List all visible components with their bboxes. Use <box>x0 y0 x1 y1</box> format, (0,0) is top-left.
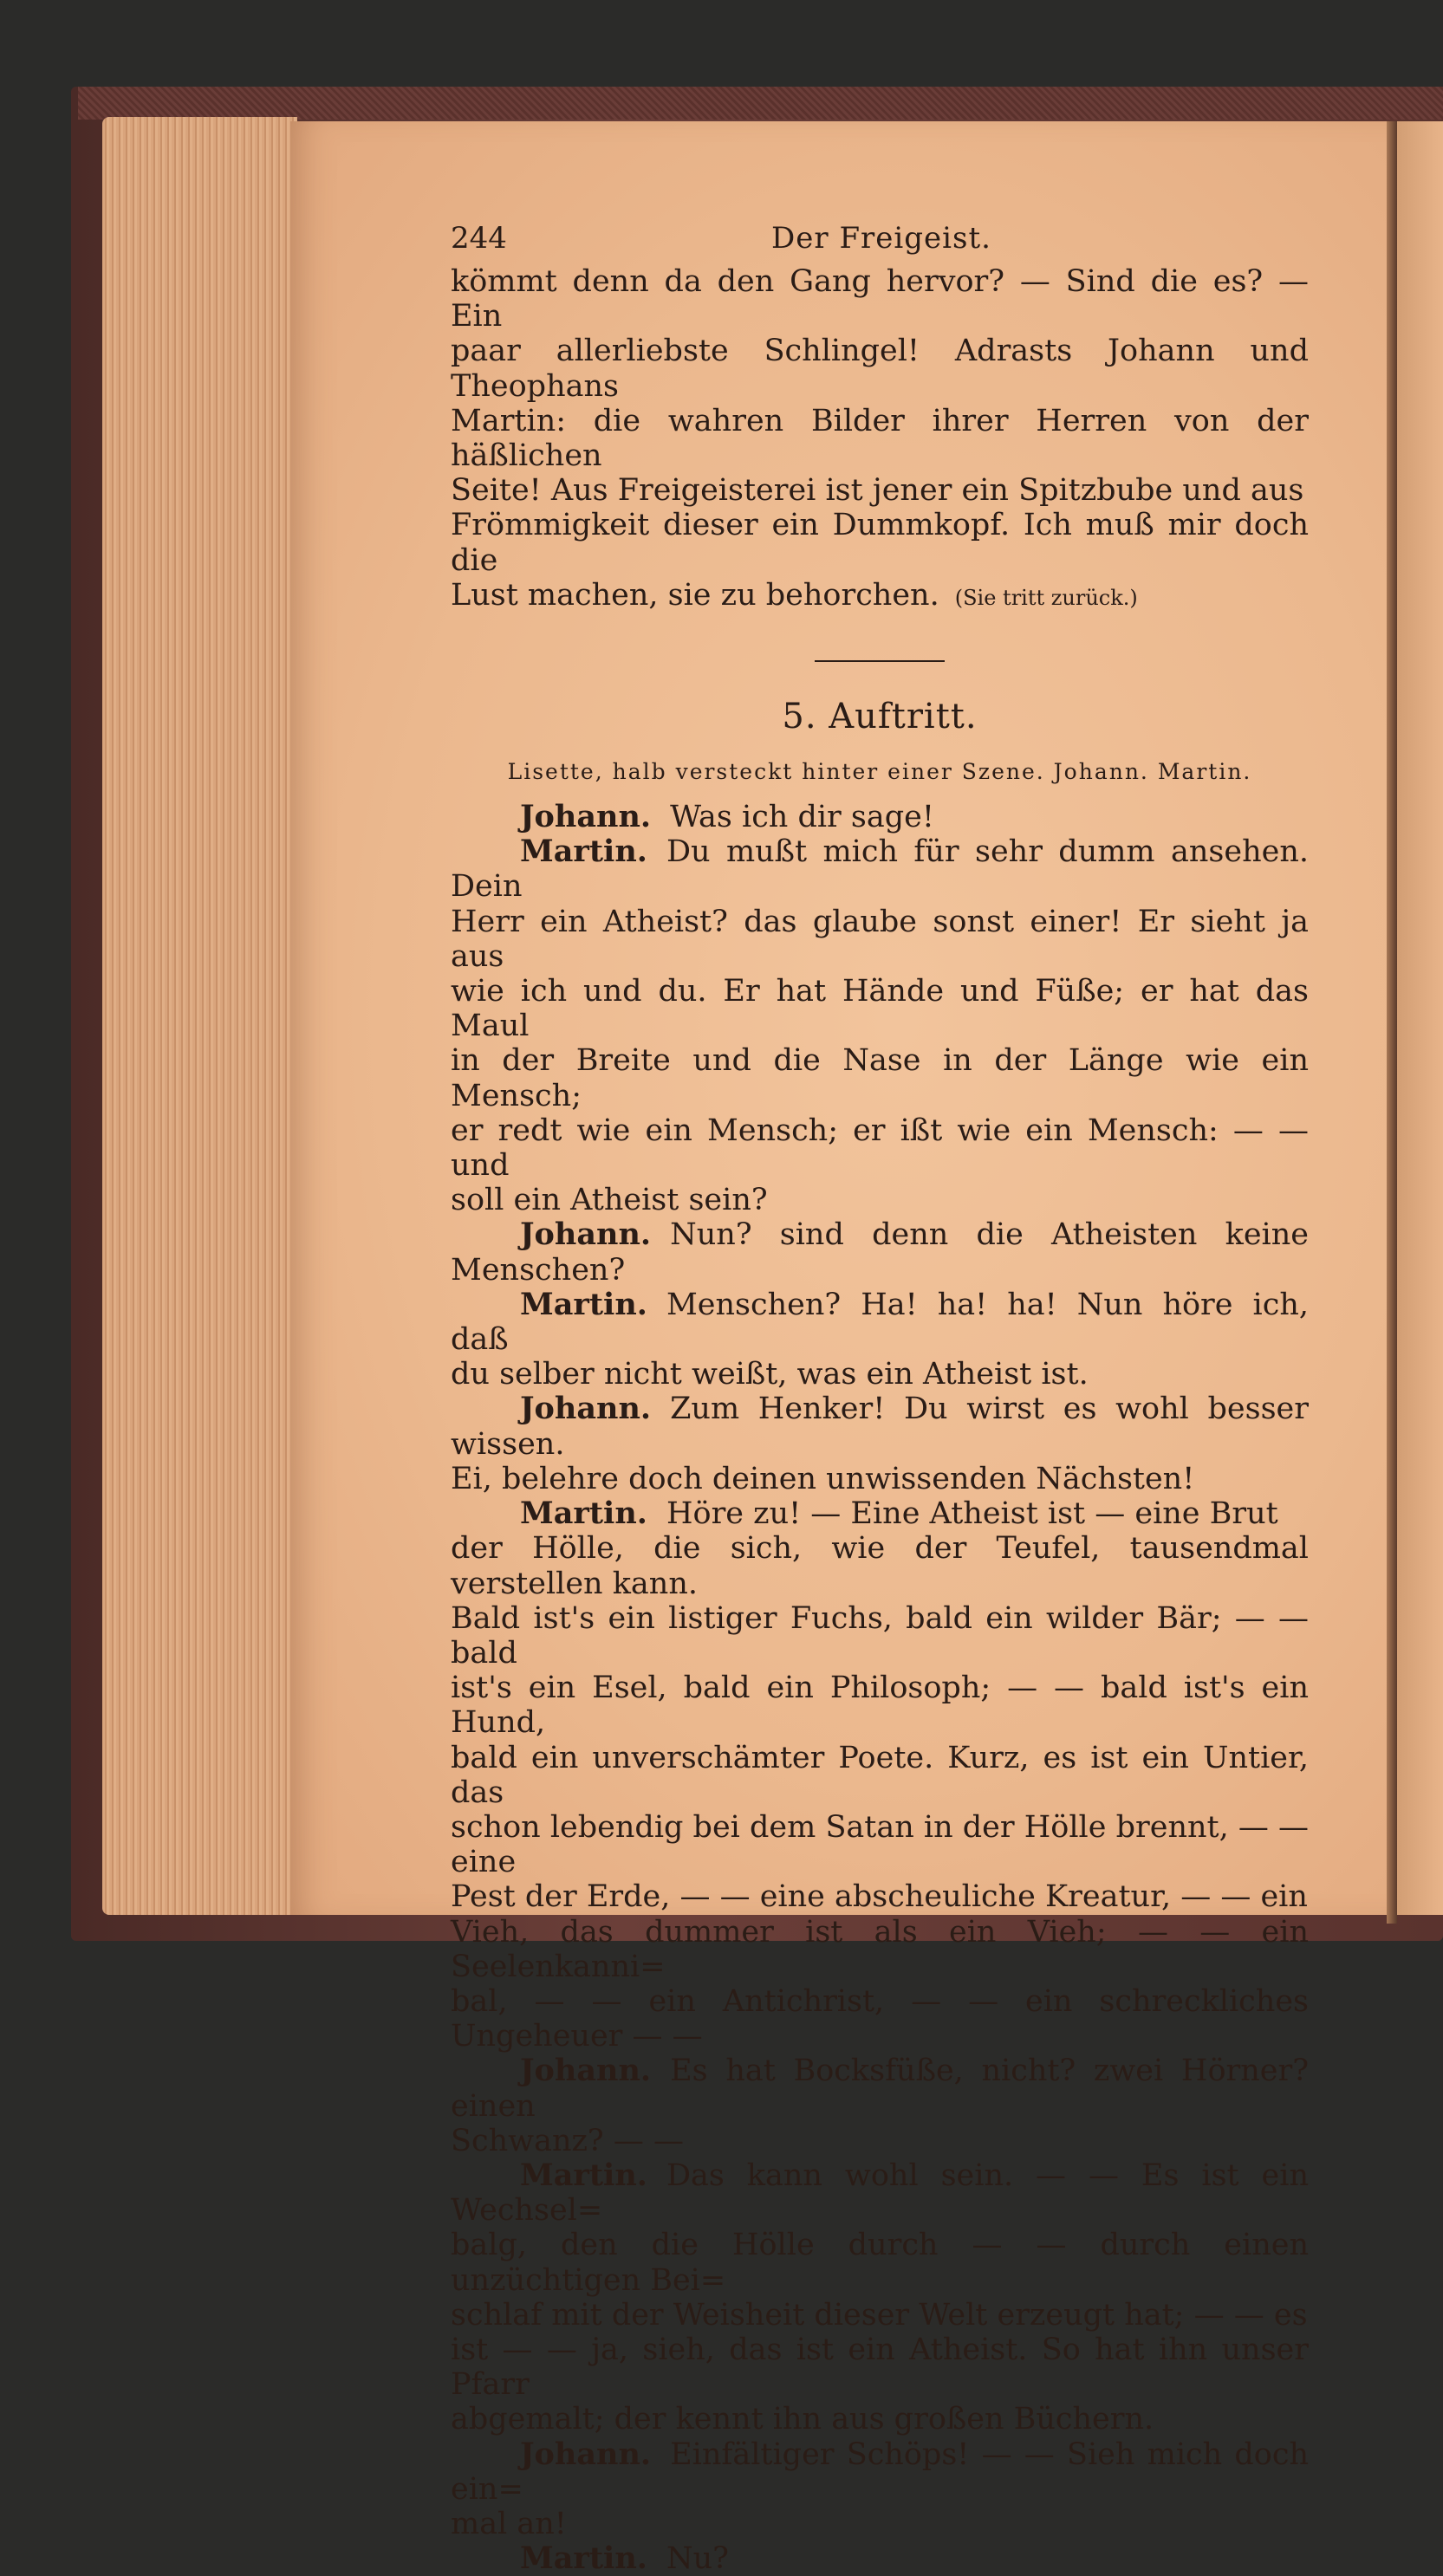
dialogue-line <box>451 2158 1309 2228</box>
dialogue-line <box>451 1496 1309 1531</box>
dialogue-line: abgemalt; der kennt ihn aus großen Büchern. <box>451 2402 1154 2437</box>
dialogue-line <box>451 1392 1309 1461</box>
page-number: 244 <box>451 221 507 256</box>
dialogue-line <box>451 2054 1309 2123</box>
text-line: paar allerliebste Schlingel! Adrasts Johann und Theophans <box>451 334 1309 404</box>
speech-text: Menschen? Ha! ha! ha! Nun höre ich, daß <box>451 1287 1309 1358</box>
dialogue-line: Herr ein Atheist? das glaube sonst einer! Er sieht ja aus <box>451 904 1309 974</box>
dialogue-line: ist's ein Esel, bald ein Philosoph; — — bald ist's ein Hund, <box>451 1671 1309 1741</box>
facing-page-edge <box>1397 121 1443 1915</box>
speaker-name: Johann. <box>520 2436 652 2472</box>
speaker-name: Johann. <box>520 1391 652 1427</box>
dialogue-line <box>451 800 1309 834</box>
dialogue-line: wie ich und du. Er hat Hände und Füße; er hat das Maul <box>451 974 1309 1044</box>
speech-text: Einfältiger Schöps! — — Sieh mich doch ein= <box>451 2436 1309 2507</box>
text-line: Seite! Aus Freigeisterei ist jener ein Spitzbube und aus <box>451 473 1304 509</box>
dialogue-line: Schwanz? — — <box>451 2123 684 2158</box>
speech-text: Nu? <box>666 2541 729 2576</box>
speech-text: Es hat Bocksfüße, nicht? zwei Hörner? einen <box>451 2054 1309 2124</box>
scene-heading: 5. Auftritt. <box>782 697 978 737</box>
speaker-name: Martin. <box>520 2540 647 2576</box>
text-line: kömmt denn da den Gang hervor? — Sind die es? — Ein <box>451 264 1309 334</box>
running-head <box>451 221 1309 264</box>
speaker-name: Martin. <box>520 834 647 870</box>
speech-text: Was ich dir sage! <box>670 800 934 835</box>
dialogue-line: Pest der Erde, — — eine abscheuliche Kreatur, — — ein <box>451 1879 1308 1915</box>
page-edges <box>102 117 297 1915</box>
dialogue-line: in der Breite und die Nase in der Länge wie ein Mensch; <box>451 1043 1309 1113</box>
speech-text: Das kann wohl sein. — — Es ist ein Wechsel= <box>451 2157 1309 2229</box>
dialogue-line: bal, — — ein Antichrist, — — ein schreckliches Ungeheuer — — <box>451 1983 1309 2054</box>
speech-text: Du mußt mich für sehr dumm ansehen. Dein <box>451 834 1309 905</box>
dialogue-line: schon lebendig bei dem Satan in der Hölle brennt, — — eine <box>451 1809 1309 1880</box>
dialogue-line: Bald ist's ein listiger Fuchs, bald ein wilder Bär; — — bald <box>451 1600 1309 1671</box>
speaker-name: Johann. <box>520 1217 652 1253</box>
dialogue <box>451 800 1309 2576</box>
text-line: Martin: die wahren Bilder ihrer Herren von der häßlichen <box>451 403 1309 474</box>
dialogue-line: schlaf mit der Weisheit dieser Welt erzeugt hat; — — es <box>451 2297 1308 2333</box>
book-gutter <box>1387 121 1397 1924</box>
speaker-name: Martin. <box>520 1496 647 1532</box>
dialogue-line: bald ein unverschämter Poete. Kurz, es ist ein Untier, das <box>451 1740 1309 1810</box>
speaker-name: Johann. <box>520 799 652 835</box>
dialogue-line: soll ein Atheist sein? <box>451 1183 768 1218</box>
text-line <box>451 578 1309 615</box>
dialogue-line <box>451 1288 1309 1357</box>
speaker-name: Martin. <box>520 1286 647 1322</box>
dialogue-line <box>451 2437 1309 2507</box>
dialogue-line <box>451 834 1309 904</box>
stage-direction: (Sie tritt zurück.) <box>954 585 1138 610</box>
dialogue-line: ist — — ja, sieh, das ist ein Atheist. So hat ihn unser Pfarr <box>451 2332 1309 2403</box>
speech-text: Zum Henker! Du wirst es wohl besser wissen. <box>451 1392 1309 1462</box>
speaker-name: Johann. <box>520 2053 652 2089</box>
text-line: Frömmigkeit dieser ein Dummkopf. Ich muß mir doch die <box>451 508 1309 578</box>
dialogue-line <box>451 2541 1309 2576</box>
dialogue-line: balg, den die Hölle durch — — durch einen unzüchtigen Bei= <box>451 2228 1309 2298</box>
dialogue-line: Vieh, das dummer ist als ein Vieh; — — ein Seelenkanni= <box>451 1914 1309 1984</box>
book-spine-edge <box>78 87 1443 120</box>
dialogue-line: du selber nicht weißt, was ein Atheist ist. <box>451 1357 1089 1392</box>
speech-text: Nun? sind denn die Atheisten keine Menschen? <box>451 1217 1309 1288</box>
dialogue-line: der Hölle, die sich, wie der Teufel, tausendmal verstellen kann. <box>451 1531 1309 1601</box>
page-content <box>451 221 1309 2576</box>
dialogue-line: Ei, belehre doch deinen unwissenden Nächsten! <box>451 1461 1195 1496</box>
dialogue-line: mal an! <box>451 2506 567 2541</box>
intro-passage <box>451 264 1309 615</box>
text-line-content: Lust machen, sie zu behorchen. <box>451 577 939 613</box>
speaker-name: Martin. <box>520 2157 647 2193</box>
dialogue-line <box>451 1217 1309 1287</box>
section-divider <box>815 660 945 662</box>
speech-text: Höre zu! — Eine Atheist ist — eine Brut <box>666 1496 1278 1532</box>
scene-cast: Lisette, halb versteckt hinter einer Szene. Johann. Martin. <box>507 759 1252 785</box>
dialogue-line: er redt wie ein Mensch; er ißt wie ein Mensch: — — und <box>451 1113 1309 1184</box>
running-title: Der Freigeist. <box>771 221 991 256</box>
